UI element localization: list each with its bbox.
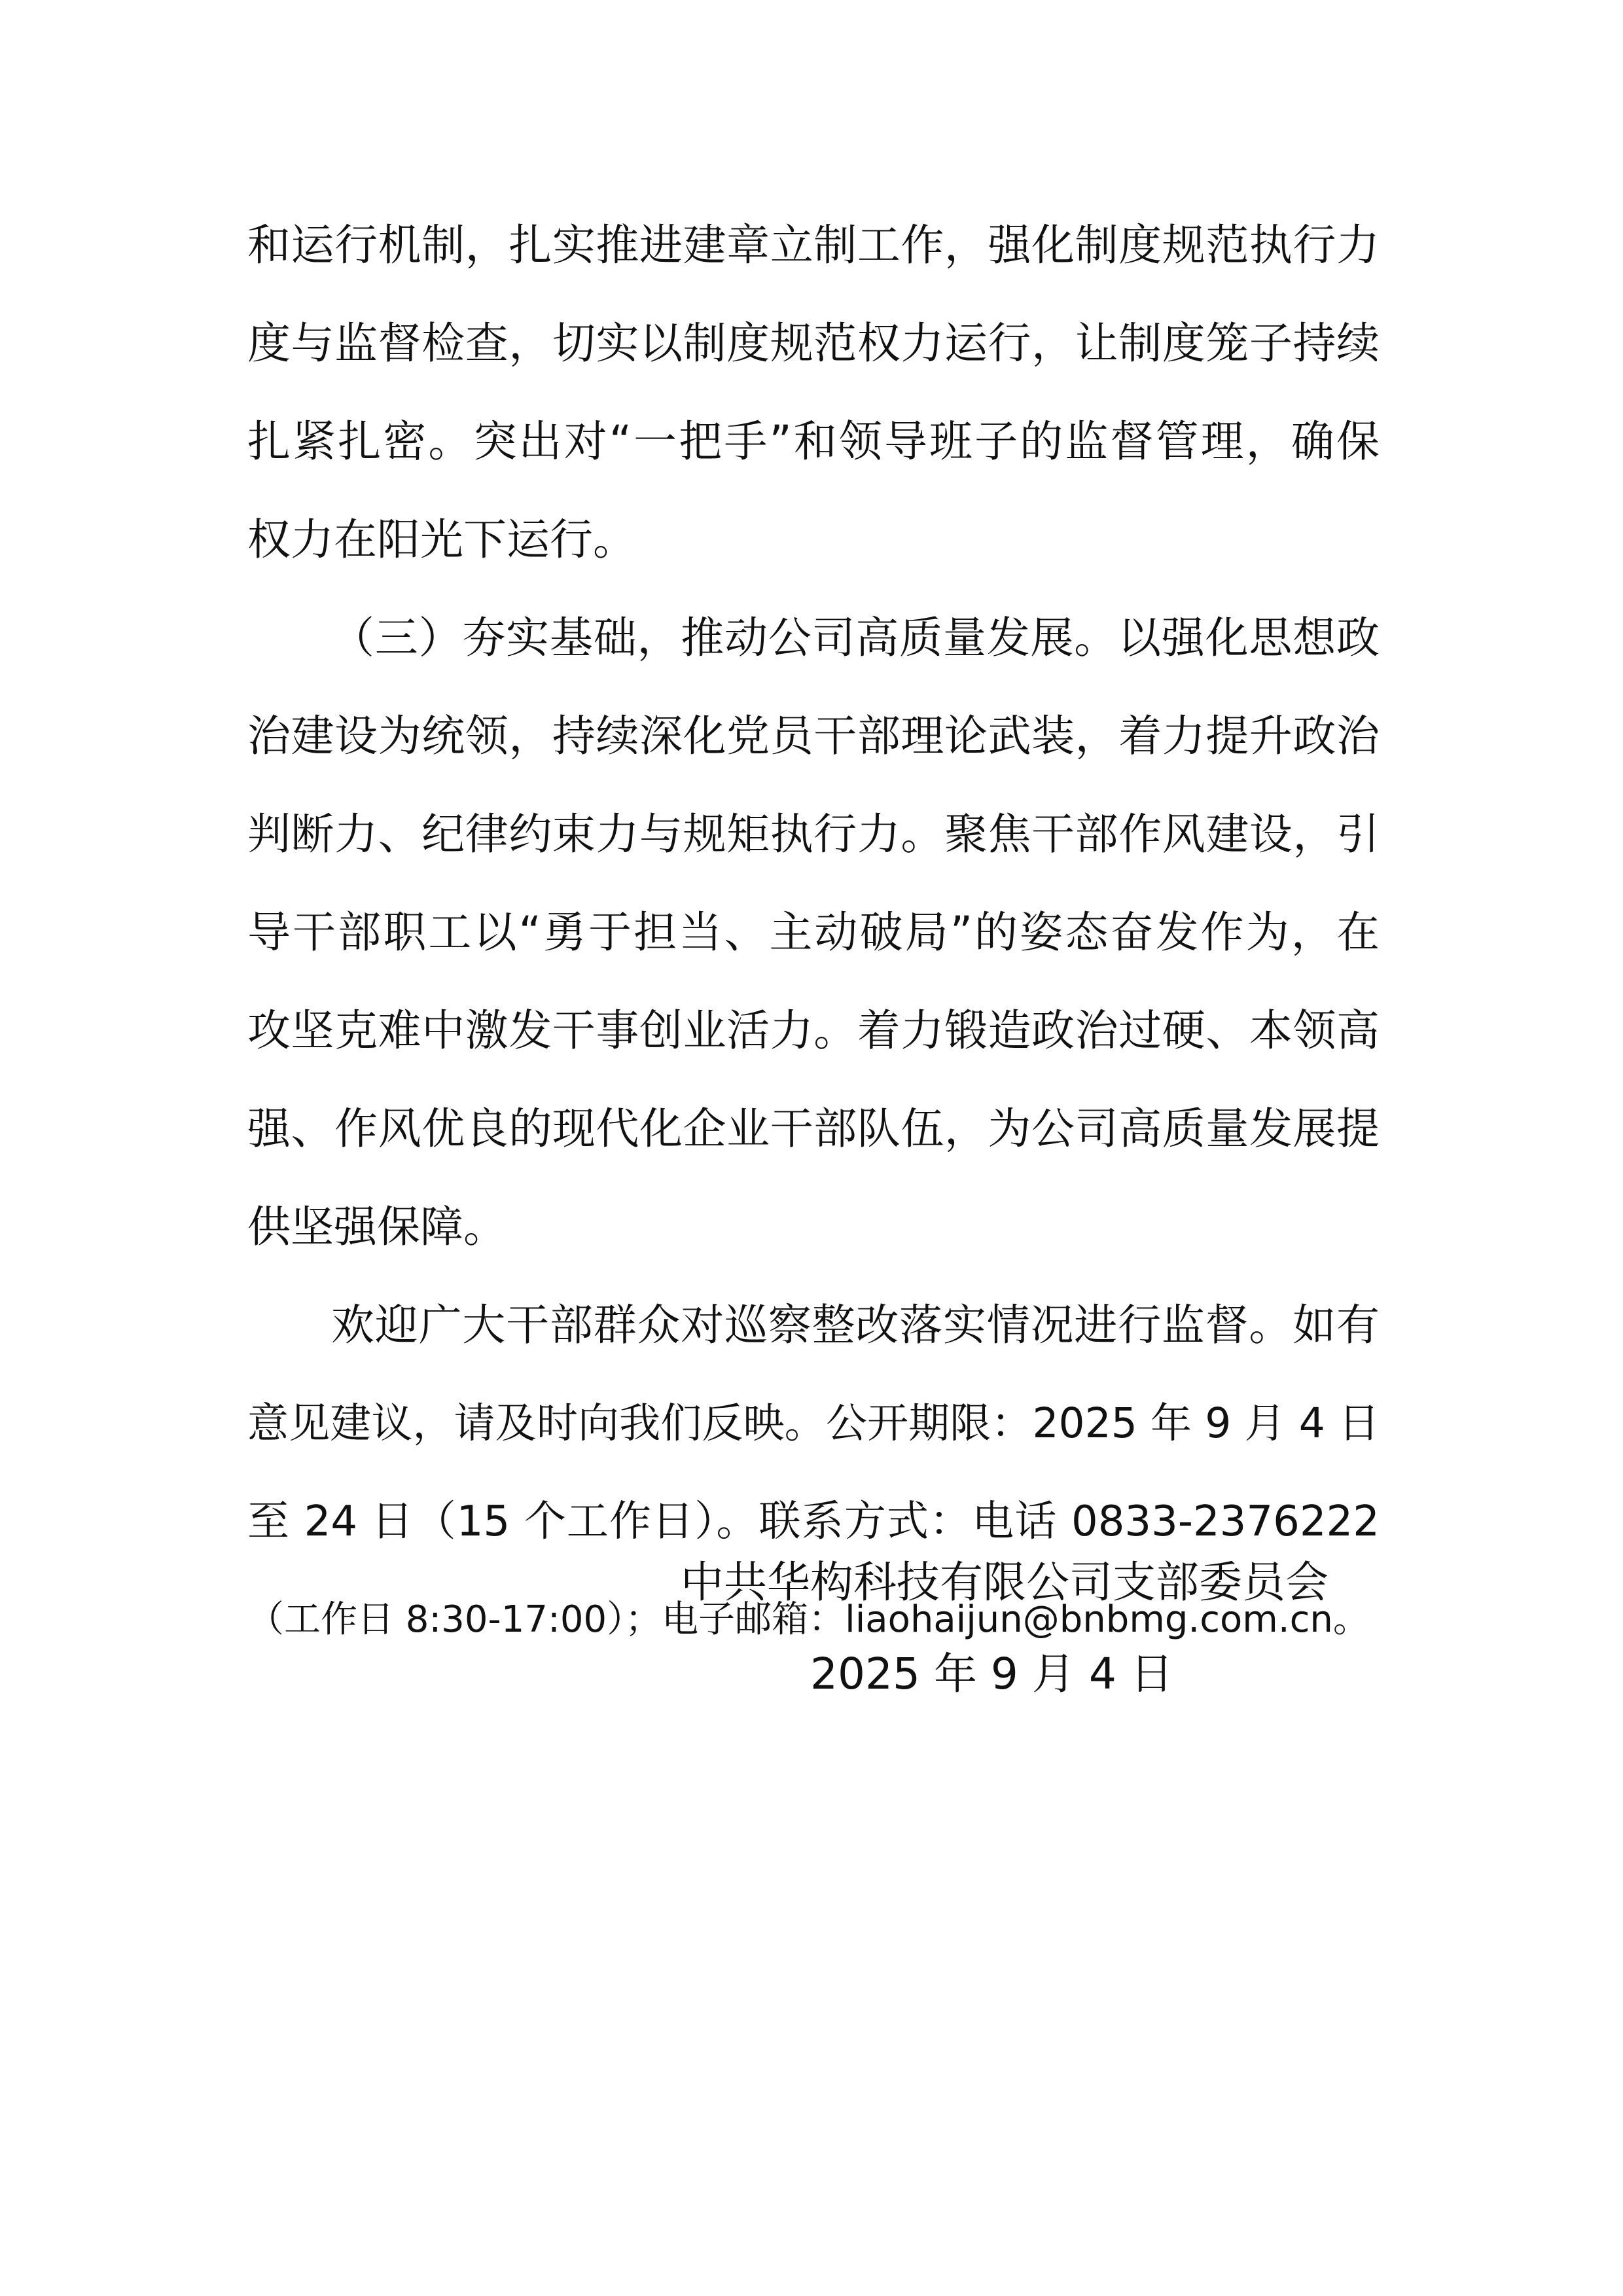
signature-organization: 中共华构科技有限公司支部委员会: [681, 1557, 1329, 1607]
signature-date: 2025 年 9 月 4 日: [810, 1649, 1173, 1699]
paragraph: [247, 196, 1380, 589]
paragraph-line: （三）夯实基础，推动公司高质量发展。以强化思想政: [331, 613, 1380, 663]
paragraph-line: 强、作风优良的现代化企业干部队伍，为公司高质量发展提: [247, 1103, 1380, 1154]
paragraph-line: 度与监督检查，切实以制度规范权力运行，让制度笼子持续: [247, 318, 1380, 368]
paragraph-line: 导干部职工以“勇于担当、主动破局”的姿态奋发作为，在: [247, 907, 1380, 958]
paragraph-line: 至 24 日（15 个工作日）。联系方式：电话 0833-2376222: [247, 1498, 1380, 1546]
paragraph-line: （工作日 8:30-17:00）；电子邮箱：liaohaijun@bnbmg.com.cn。: [247, 1598, 1370, 1641]
paragraph-line: 和运行机制，扎实推进建章立制工作，强化制度规范执行力: [247, 220, 1380, 270]
paragraph-line: 扎紧扎密。突出对“一把手”和领导班子的监督管理，确保: [247, 416, 1380, 467]
document-body: [247, 196, 1380, 1669]
paragraph-line: 治建设为统领，持续深化党员干部理论武装，着力提升政治: [247, 711, 1380, 761]
paragraph-line: 意见建议，请及时向我们反映。公开期限：2025 年 9 月 4 日: [247, 1399, 1380, 1447]
paragraph-line: 欢迎广大干部群众对巡察整改落实情况进行监督。如有: [331, 1300, 1380, 1350]
paragraph: [247, 589, 1380, 1276]
paragraph-line: 攻坚克难中激发干事创业活力。着力锻造政治过硬、本领高: [247, 1005, 1380, 1056]
signature-block: [681, 1537, 1374, 1720]
paragraph-line: 判断力、纪律约束力与规矩执行力。聚焦干部作风建设，引: [247, 809, 1380, 859]
paragraph-line: 供坚强保障。: [247, 1202, 507, 1252]
paragraph-line: 权力在阳光下运行。: [247, 514, 636, 565]
